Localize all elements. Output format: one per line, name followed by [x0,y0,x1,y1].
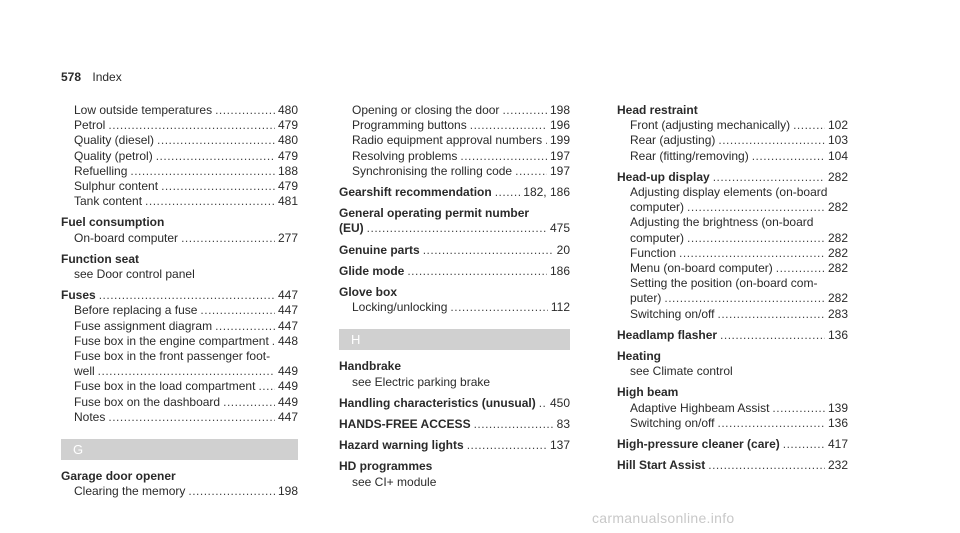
index-entry[interactable]: Switching on/off ..... 283 [617,307,848,322]
index-entry[interactable]: Locking/unlocking ..... 112 [339,300,570,315]
index-entry[interactable]: Resolving problems ..... 197 [339,149,570,164]
index-heading-entry[interactable]: Headlamp flasher ..... 136 [617,328,848,343]
watermark-logo: carmanualsonline.info [592,510,735,526]
index-entry[interactable]: puter) ..... 282 [617,291,848,306]
index-heading-entry[interactable]: Fuses ..... 447 [61,288,298,303]
index-entry-line: Fuse box in the front passenger foot- [74,349,271,364]
index-entry-line: Setting the position (on-board com- [630,276,818,291]
index-heading: Function seat [61,251,140,266]
see-reference[interactable]: see Door control panel [74,267,195,282]
index-entry[interactable]: Fuse assignment diagram ..... 447 [61,319,298,334]
index-entry[interactable]: Quality (petrol) ..... 479 [61,149,298,164]
index-heading-entry[interactable]: Genuine parts ..... 20 [339,243,570,258]
index-heading-entry[interactable]: Head-up display ..... 282 [617,170,848,185]
index-heading: High beam [617,385,679,400]
index-heading: Garage door opener [61,469,176,484]
index-entry[interactable]: Quality (diesel) ..... 480 [61,133,298,148]
index-heading: Heating [617,349,662,364]
index-entry[interactable]: Function ..... 282 [617,246,848,261]
index-heading-entry[interactable]: Handling characteristics (unusual) ..... 450 [339,396,570,411]
index-entry[interactable]: Fuse box in the engine compartment ..... 448 [61,334,298,349]
index-heading: Glove box [339,285,398,300]
index-entry-line: Adjusting display elements (on-board [630,185,828,200]
index-heading-entry[interactable]: HANDS-FREE ACCESS ..... 83 [339,417,570,432]
index-heading: Head restraint [617,103,698,117]
index-heading: Handbrake [339,359,402,374]
index-entry[interactable]: On-board computer ..... 277 [61,231,298,246]
index-entry[interactable]: well ..... 449 [61,364,298,379]
index-entry[interactable]: computer) ..... 282 [617,200,848,215]
index-column-1 [61,103,298,499]
index-heading-entry[interactable]: Hill Start Assist ..... 232 [617,458,848,473]
index-entry[interactable]: Notes ..... 447 [61,410,298,425]
index-entry[interactable]: Rear (fitting/removing) ..... 104 [617,149,848,164]
index-entry[interactable]: Adaptive Highbeam Assist ..... 139 [617,401,848,416]
index-entry[interactable]: Tank content ..... 481 [61,194,298,209]
index-column-2 [339,103,570,490]
index-heading: General operating permit number [339,206,530,221]
page-number: 578 [61,70,82,84]
index-entry[interactable]: computer) ..... 282 [617,231,848,246]
letter-section-g: G [61,439,298,460]
index-entry[interactable]: Front (adjusting mechanically) ..... 102 [617,118,848,133]
index-entry[interactable]: Sulphur content ..... 479 [61,179,298,194]
index-column-3 [617,103,848,473]
index-entry[interactable]: Opening or closing the door ..... 198 [339,103,570,118]
index-heading-entry[interactable]: Gearshift recommendation ..... 182, 186 [339,185,570,200]
page-title: Index [92,70,122,84]
index-entry[interactable]: Refuelling ..... 188 [61,164,298,179]
index-entry[interactable]: Radio equipment approval numbers ..... 199 [339,133,570,148]
page-header [61,70,122,84]
index-heading-entry[interactable]: (EU) ..... 475 [339,221,570,236]
index-entry[interactable]: Fuse box in the load compartment ..... 449 [61,379,298,394]
letter-section-h: H [339,329,570,350]
index-entry[interactable]: Before replacing a fuse ..... 447 [61,303,298,318]
see-reference[interactable]: see CI+ module [352,474,437,489]
index-entry[interactable]: Menu (on-board computer) ..... 282 [617,261,848,276]
index-entry[interactable]: Clearing the memory ..... 198 [61,484,298,499]
index-heading: HD programmes [339,459,433,474]
see-reference[interactable]: see Climate control [630,364,733,379]
index-heading: Fuel consumption [61,215,165,230]
see-reference[interactable]: see Electric parking brake [352,374,491,389]
index-heading-entry[interactable]: Glide mode ..... 186 [339,264,570,279]
index-entry[interactable]: Fuse box on the dashboard ..... 449 [61,395,298,410]
index-entry[interactable]: Petrol ..... 479 [61,118,298,133]
index-entry[interactable]: Programming buttons ..... 196 [339,118,570,133]
index-entry[interactable]: Switching on/off ..... 136 [617,416,848,431]
index-entry[interactable]: Low outside temperatures ..... 480 [61,103,298,118]
index-entry[interactable]: Rear (adjusting) ..... 103 [617,133,848,148]
index-heading-entry[interactable]: High-pressure cleaner (care) ..... 417 [617,437,848,452]
index-entry-line: Adjusting the brightness (on-board [630,215,814,230]
index-entry[interactable]: Synchronising the rolling code ..... 197 [339,164,570,179]
index-heading-entry[interactable]: Hazard warning lights ..... 137 [339,438,570,453]
